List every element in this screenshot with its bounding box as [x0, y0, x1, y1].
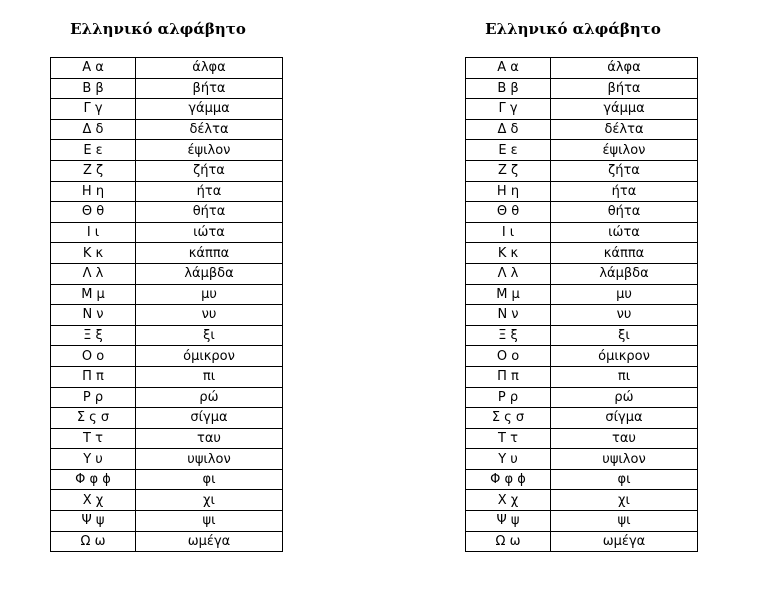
letter-name-cell: όμικρον — [136, 346, 283, 367]
letter-name-cell: σίγμα — [136, 408, 283, 429]
letter-name-cell: άλφα — [136, 58, 283, 79]
letter-cell: Ν ν — [466, 305, 551, 326]
letter-cell: Δ δ — [51, 119, 136, 140]
table-row — [466, 222, 698, 243]
letter-name-cell: ζήτα — [136, 160, 283, 181]
letter-cell: Υ υ — [466, 449, 551, 470]
table-row — [466, 119, 698, 140]
table-row — [466, 408, 698, 429]
letter-name-cell: ζήτα — [551, 160, 698, 181]
table-row — [51, 78, 283, 99]
letter-cell: Υ υ — [51, 449, 136, 470]
letter-cell: Μ μ — [51, 284, 136, 305]
table-row — [51, 202, 283, 223]
letter-cell: Φ φ ϕ — [466, 469, 551, 490]
letter-cell: Τ τ — [51, 428, 136, 449]
table-row — [466, 449, 698, 470]
letter-cell: Κ κ — [51, 243, 136, 264]
letter-cell: Ρ ρ — [466, 387, 551, 408]
letter-cell: Β β — [466, 78, 551, 99]
letter-cell: Ε ε — [466, 140, 551, 161]
table-row — [51, 243, 283, 264]
table-row — [51, 346, 283, 367]
table-row — [466, 99, 698, 120]
alphabet-table — [50, 57, 283, 552]
letter-name-cell: ταυ — [136, 428, 283, 449]
table-row — [51, 119, 283, 140]
table-row — [51, 140, 283, 161]
letter-name-cell: κάππα — [136, 243, 283, 264]
table-row — [466, 346, 698, 367]
letter-cell: Ω ω — [466, 531, 551, 552]
letter-name-cell: ταυ — [551, 428, 698, 449]
letter-cell: Λ λ — [466, 263, 551, 284]
letter-name-cell: όμικρον — [551, 346, 698, 367]
table-row — [466, 325, 698, 346]
table-row — [466, 387, 698, 408]
table-row — [51, 469, 283, 490]
letter-name-cell: πι — [136, 366, 283, 387]
table-row — [466, 58, 698, 79]
table-row — [51, 325, 283, 346]
letter-cell: Ψ ψ — [466, 511, 551, 532]
letter-cell: Π π — [466, 366, 551, 387]
letter-name-cell: θήτα — [551, 202, 698, 223]
table-row — [51, 181, 283, 202]
letter-name-cell: χι — [136, 490, 283, 511]
letter-name-cell: ωμέγα — [136, 531, 283, 552]
letter-name-cell: ξι — [551, 325, 698, 346]
table-row — [466, 160, 698, 181]
letter-cell: Φ φ ϕ — [51, 469, 136, 490]
letter-cell: Δ δ — [466, 119, 551, 140]
letter-name-cell: έψιλον — [136, 140, 283, 161]
table-row — [51, 428, 283, 449]
letter-cell: Ε ε — [51, 140, 136, 161]
letter-cell: Ο ο — [466, 346, 551, 367]
letter-name-cell: γάμμα — [136, 99, 283, 120]
alphabet-table-body — [466, 58, 698, 552]
letter-name-cell: υψιλον — [551, 449, 698, 470]
table-row — [51, 366, 283, 387]
letter-name-cell: σίγμα — [551, 408, 698, 429]
letter-name-cell: νυ — [551, 305, 698, 326]
letter-name-cell: ρώ — [136, 387, 283, 408]
table-row — [466, 531, 698, 552]
letter-cell: Ξ ξ — [466, 325, 551, 346]
table-row — [466, 140, 698, 161]
letter-cell: Γ γ — [51, 99, 136, 120]
letter-cell: Κ κ — [466, 243, 551, 264]
table-row — [466, 202, 698, 223]
letter-name-cell: μυ — [551, 284, 698, 305]
letter-cell: Σ ς σ — [51, 408, 136, 429]
table-row — [51, 387, 283, 408]
letter-name-cell: γάμμα — [551, 99, 698, 120]
letter-cell: Ι ι — [466, 222, 551, 243]
letter-cell: Ζ ζ — [466, 160, 551, 181]
letter-name-cell: πι — [551, 366, 698, 387]
letter-name-cell: έψιλον — [551, 140, 698, 161]
letter-cell: Η η — [51, 181, 136, 202]
letter-cell: Ω ω — [51, 531, 136, 552]
table-row — [466, 366, 698, 387]
table-row — [466, 243, 698, 264]
letter-name-cell: φι — [551, 469, 698, 490]
table-row — [51, 490, 283, 511]
table-row — [466, 490, 698, 511]
table-row — [466, 428, 698, 449]
letter-name-cell: νυ — [136, 305, 283, 326]
table-row — [51, 58, 283, 79]
table-row — [51, 449, 283, 470]
letter-cell: Ι ι — [51, 222, 136, 243]
letter-cell: Λ λ — [51, 263, 136, 284]
table-row — [466, 469, 698, 490]
letter-cell: Μ μ — [466, 284, 551, 305]
letter-cell: Π π — [51, 366, 136, 387]
letter-cell: Α α — [51, 58, 136, 79]
table-row — [51, 284, 283, 305]
letter-cell: Θ θ — [51, 202, 136, 223]
letter-cell: Η η — [466, 181, 551, 202]
letter-name-cell: βήτα — [136, 78, 283, 99]
letter-cell: Β β — [51, 78, 136, 99]
letter-name-cell: λάμβδα — [136, 263, 283, 284]
letter-cell: Σ ς σ — [466, 408, 551, 429]
letter-name-cell: ωμέγα — [551, 531, 698, 552]
letter-cell: Ψ ψ — [51, 511, 136, 532]
letter-cell: Χ χ — [51, 490, 136, 511]
table-row — [51, 305, 283, 326]
page-title: Ελληνικό αλφάβητο — [70, 20, 246, 38]
table-row — [51, 408, 283, 429]
table-row — [51, 99, 283, 120]
alphabet-table-body — [51, 58, 283, 552]
table-row — [466, 284, 698, 305]
letter-name-cell: ήτα — [136, 181, 283, 202]
table-row — [466, 305, 698, 326]
table-row — [51, 531, 283, 552]
table-row — [51, 263, 283, 284]
letter-name-cell: φι — [136, 469, 283, 490]
letter-cell: Χ χ — [466, 490, 551, 511]
table-row — [51, 160, 283, 181]
letter-name-cell: μυ — [136, 284, 283, 305]
letter-name-cell: ιώτα — [551, 222, 698, 243]
letter-name-cell: δέλτα — [551, 119, 698, 140]
letter-name-cell: ψι — [136, 511, 283, 532]
page-title: Ελληνικό αλφάβητο — [485, 20, 661, 38]
letter-name-cell: θήτα — [136, 202, 283, 223]
letter-cell: Α α — [466, 58, 551, 79]
table-row — [51, 222, 283, 243]
letter-cell: Θ θ — [466, 202, 551, 223]
table-row — [466, 181, 698, 202]
letter-name-cell: βήτα — [551, 78, 698, 99]
letter-name-cell: κάππα — [551, 243, 698, 264]
table-row — [466, 511, 698, 532]
table-row — [51, 511, 283, 532]
letter-name-cell: ξι — [136, 325, 283, 346]
letter-cell: Ξ ξ — [51, 325, 136, 346]
letter-name-cell: δέλτα — [136, 119, 283, 140]
letter-name-cell: λάμβδα — [551, 263, 698, 284]
letter-cell: Ζ ζ — [51, 160, 136, 181]
table-row — [466, 78, 698, 99]
letter-cell: Ν ν — [51, 305, 136, 326]
letter-name-cell: χι — [551, 490, 698, 511]
letter-name-cell: ήτα — [551, 181, 698, 202]
alphabet-table — [465, 57, 698, 552]
letter-name-cell: ρώ — [551, 387, 698, 408]
letter-cell: Τ τ — [466, 428, 551, 449]
letter-name-cell: υψιλον — [136, 449, 283, 470]
letter-cell: Γ γ — [466, 99, 551, 120]
letter-name-cell: ψι — [551, 511, 698, 532]
letter-name-cell: άλφα — [551, 58, 698, 79]
table-row — [466, 263, 698, 284]
letter-name-cell: ιώτα — [136, 222, 283, 243]
letter-cell: Ο ο — [51, 346, 136, 367]
letter-cell: Ρ ρ — [51, 387, 136, 408]
